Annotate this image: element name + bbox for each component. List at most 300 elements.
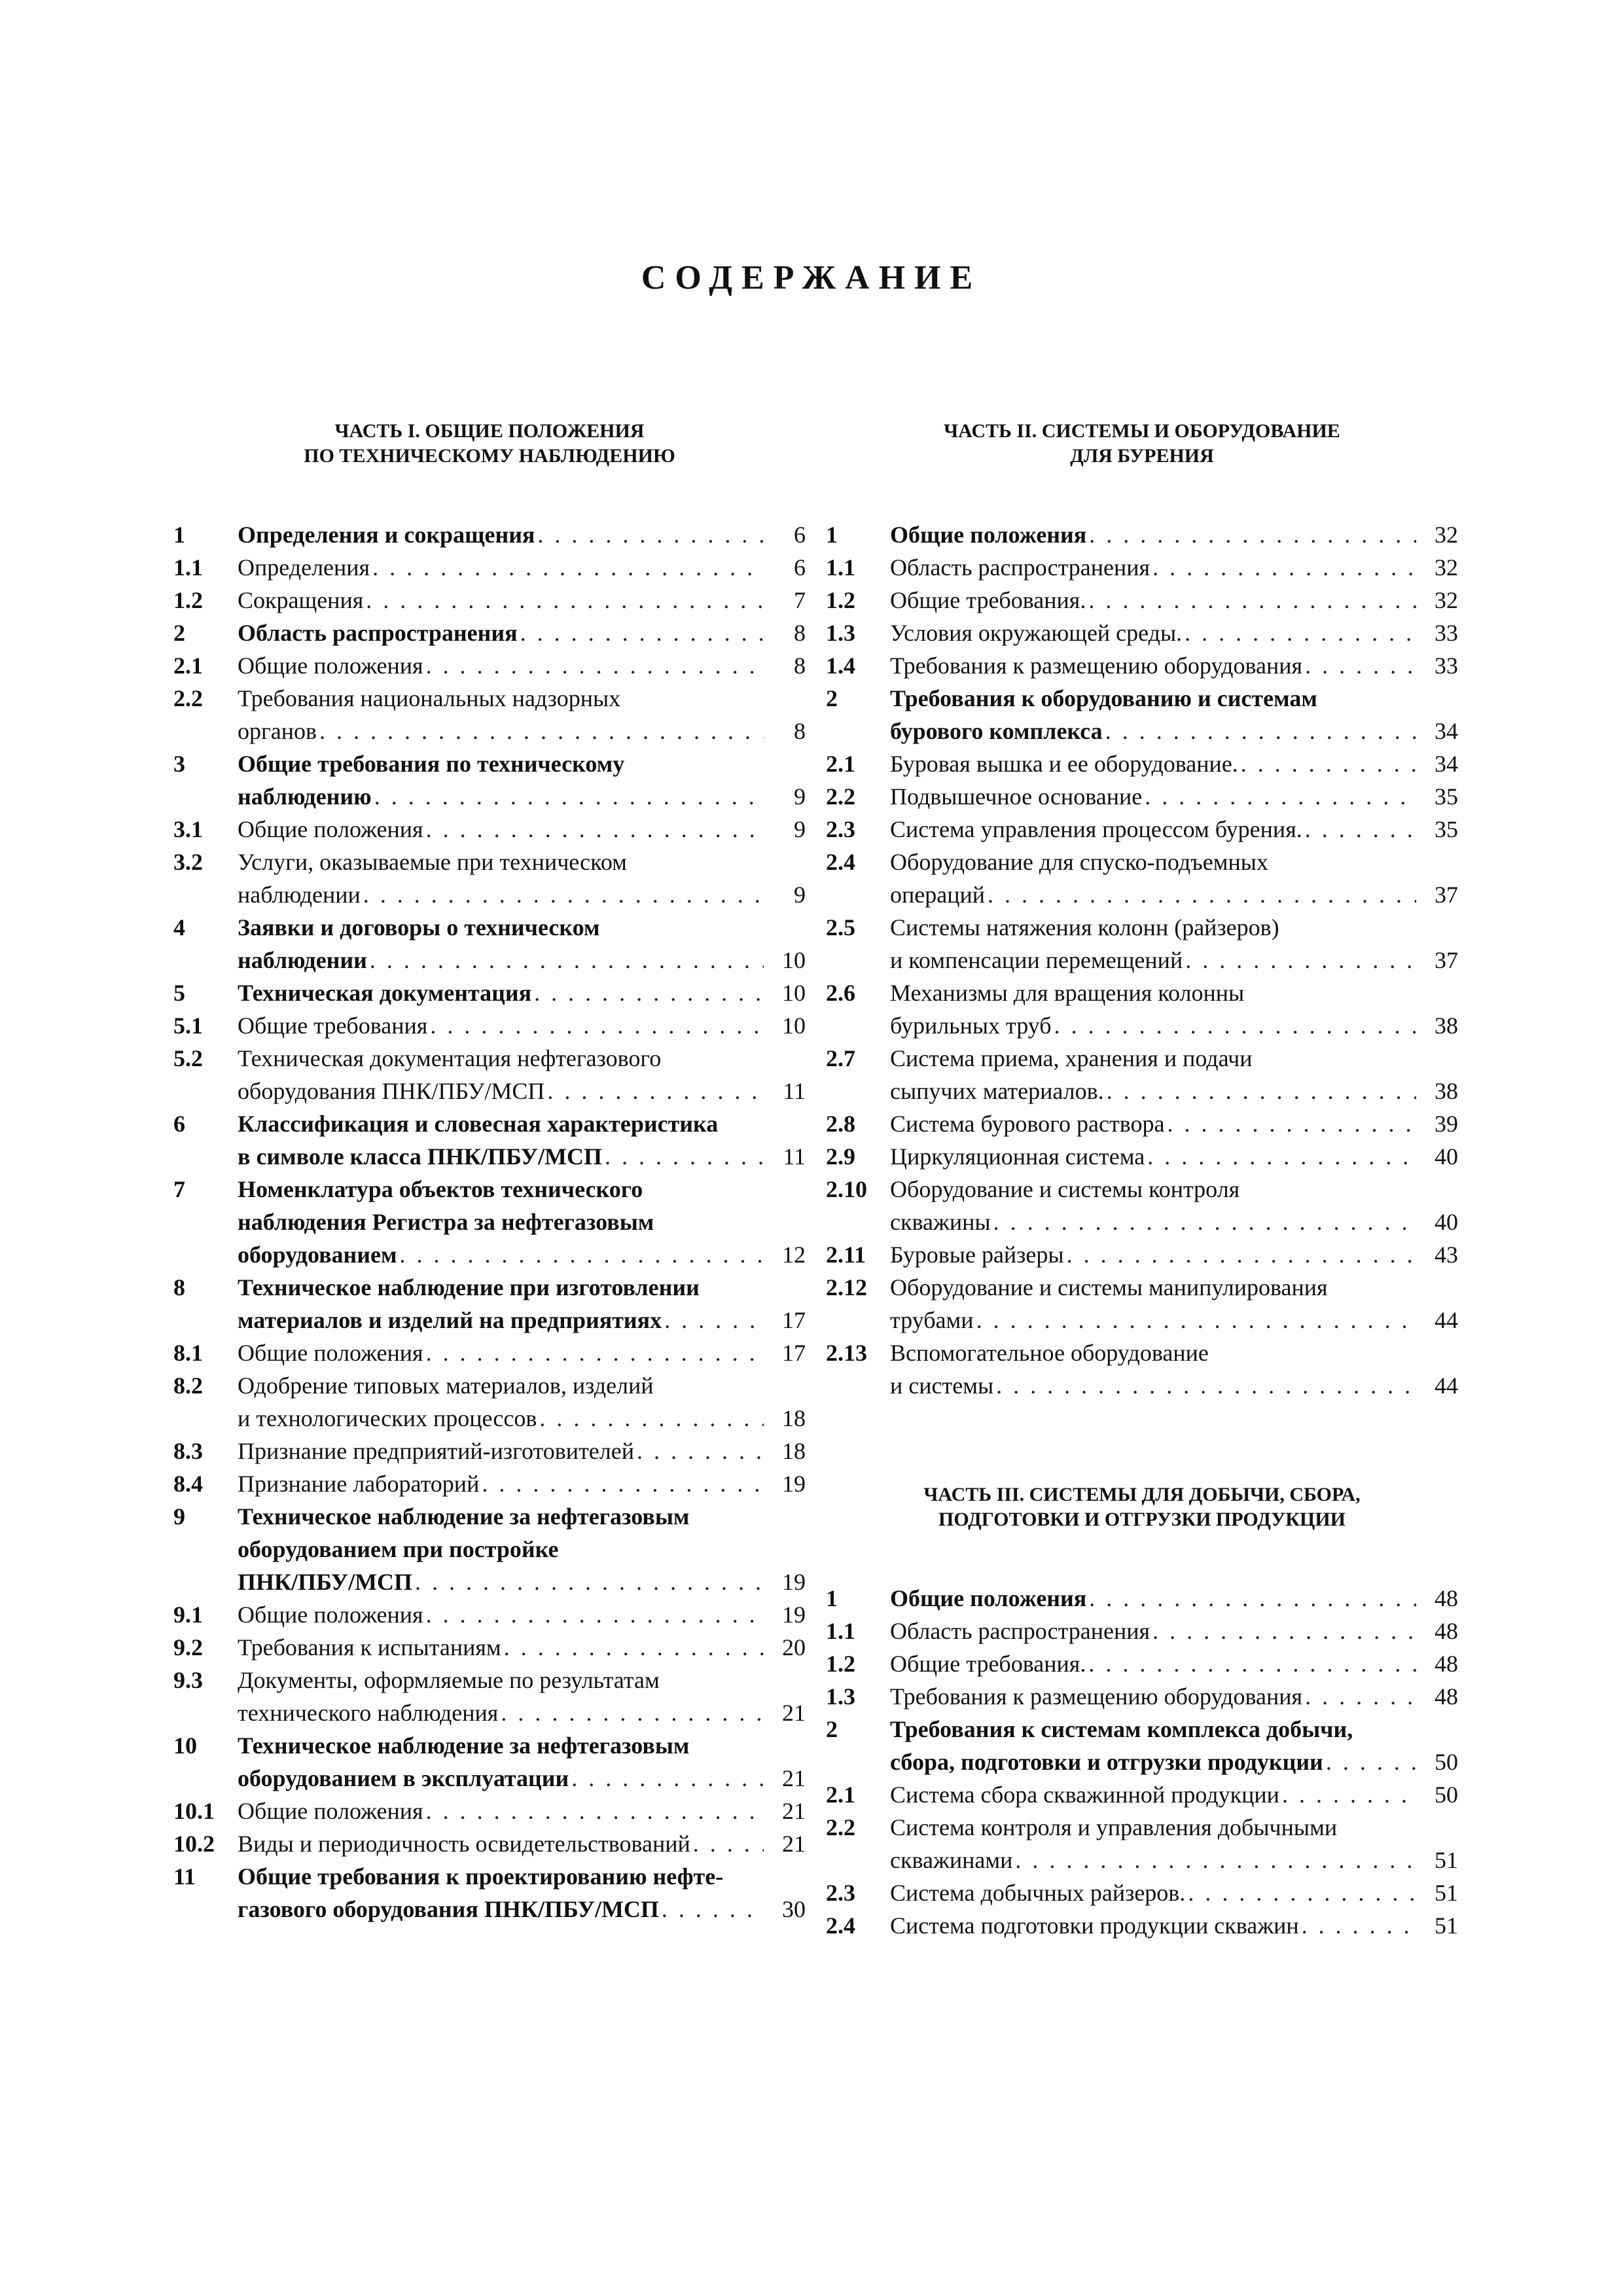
toc-entry-number: 3.2 [173,849,203,875]
toc-entry-line [238,1533,806,1566]
toc-entry-line [238,1696,806,1729]
toc-entry-page: 18 [782,1438,806,1464]
toc-entry-page: 17 [782,1307,806,1333]
toc-entry-title: Оборудование для спуско-подъемных [890,849,1268,875]
toc-entry-line [238,1598,806,1631]
toc-entry-number: 1.4 [826,653,855,679]
dot-leader [1086,584,1416,617]
toc-entry-body [238,1271,806,1336]
toc-entry-body [238,1042,806,1107]
toc-entry-line [238,649,806,682]
toc-entry [173,977,806,1009]
toc-entry-title: оборудованием в эксплуатации [238,1765,569,1791]
toc-entry-number: 2.3 [826,1880,855,1906]
toc-entry-line [238,1402,806,1435]
toc-entry-title: оборудования ПНК/ПБУ/МСП [238,1078,545,1104]
toc-entry-number: 2 [173,620,185,646]
dot-leader [361,878,764,911]
toc-entry-title: Определения и сокращения [238,522,535,548]
toc-entry-number: 4 [173,914,185,941]
toc-entry [826,617,1458,649]
toc-entry-body [890,649,1458,682]
toc-entry [826,1811,1458,1876]
dot-leader [423,1598,764,1631]
toc-entry-body [890,682,1458,747]
toc-entry-body [890,1173,1458,1238]
toc-entry-page: 33 [1435,620,1458,646]
toc-entry-line [890,1107,1458,1140]
toc-entry [826,1140,1458,1173]
toc-entry-title: Общие требования. [890,1651,1086,1677]
toc-entry-line [238,1762,806,1795]
toc-entry-body [238,1598,806,1631]
toc-entry-body [890,1582,1458,1615]
toc-entry-page: 20 [782,1634,806,1660]
toc-entry-line [238,846,806,878]
toc-entry-title: скважинами [890,1847,1013,1873]
dot-leader [993,1369,1416,1402]
toc-entry [826,1582,1458,1615]
toc-entry-line [238,747,806,780]
dot-leader [1086,518,1416,551]
toc-entry-title: Классификация и словесная характеристика [238,1111,719,1137]
toc-entry-title: Подвышечное основание [890,783,1143,810]
toc-entry-number: 9.3 [173,1667,203,1693]
toc-entry-number: 3 [173,751,185,777]
dot-leader [501,1631,764,1664]
toc-entry-title: Заявки и договоры о техническом [238,914,600,941]
toc-entry-title: Общие требования. [890,587,1086,613]
toc-entry-number: 9.2 [173,1634,203,1660]
toc-entry-line [238,1140,806,1173]
toc-entry-line [238,1664,806,1696]
toc-entry-number: 2.7 [826,1045,855,1071]
toc-entry-line [890,1582,1458,1615]
toc-entry-line [890,1746,1458,1778]
toc-entry-line [238,1304,806,1336]
toc-entry-title: технического наблюдения [238,1700,499,1726]
toc-entry-title: Общие положения [238,653,423,679]
toc-entry-title: Буровая вышка и ее оборудование. [890,751,1238,777]
toc-entry-line [238,1271,806,1304]
dot-leader [662,1304,764,1336]
toc-entry-line [890,584,1458,617]
part-1-heading-line: ПО ТЕХНИЧЕСКОМУ НАБЛЮДЕНИЮ [304,445,675,467]
toc-entry-number: 2.4 [826,849,855,875]
dot-leader [423,813,764,846]
toc-entry-line [890,1042,1458,1075]
toc-entry-number: 2.4 [826,1912,855,1939]
toc-entry-title: органов [238,718,317,744]
toc-entry-title: Системы натяжения колонн (райзеров) [890,914,1279,941]
toc-entry-number: 5.2 [173,1045,203,1071]
toc-entry-line [238,682,806,715]
toc-entry-body [890,911,1458,977]
dot-leader [427,1009,764,1042]
toc-entry-number: 8.3 [173,1438,203,1464]
toc-entry-number: 8.4 [173,1471,203,1497]
toc-entry-title: наблюдении [238,882,361,908]
toc-entry [826,1042,1458,1107]
toc-entry-number: 2.13 [826,1340,867,1366]
toc-entry-title: Система приема, хранения и подачи [890,1045,1253,1071]
toc-entry-line [238,1369,806,1402]
toc-entry-body [238,1369,806,1435]
toc-entry-title: сыпучих материалов. [890,1078,1104,1104]
toc-entry [826,1909,1458,1942]
toc-entry [173,1042,806,1107]
toc-entry-line [238,518,806,551]
toc-entry [173,911,806,977]
toc-entry-line [890,1876,1458,1909]
toc-entry [173,1369,806,1435]
toc-entry-body [890,1271,1458,1336]
toc-entry-line [890,780,1458,813]
toc-entry-page: 35 [1435,816,1458,842]
toc-entry-number: 2.2 [826,783,855,810]
toc-entry-line [238,551,806,584]
toc-entry-title: Вспомогательное оборудование [890,1340,1209,1366]
toc-entry-title: Циркуляционная система [890,1143,1145,1170]
part-3-heading-line: ПОДГОТОВКИ И ОТГРУЗКИ ПРОДУКЦИИ [938,1509,1346,1530]
toc-entry-page: 21 [782,1798,806,1824]
toc-entry-number: 10.1 [173,1798,215,1824]
toc-entry-body [890,813,1458,846]
toc-entry-line [890,1811,1458,1844]
toc-entry-line [890,1369,1458,1402]
toc-entry-body [238,1827,806,1860]
toc-entry-number: 10.2 [173,1831,215,1857]
dot-leader [1185,1876,1416,1909]
toc-entry-page: 48 [1435,1618,1458,1644]
toc-entry-line [890,682,1458,715]
dot-leader [1086,1647,1416,1680]
toc-entry-body [238,1795,806,1827]
toc-entry-title: Система управления процессом бурения. [890,816,1302,842]
toc-entry-body [890,584,1458,617]
toc-entry-line [238,780,806,813]
toc-entry [173,846,806,911]
toc-entry-page: 21 [782,1831,806,1857]
toc-entry-line [238,1107,806,1140]
toc-entry-body [890,518,1458,551]
toc-entry-page: 10 [782,1013,806,1039]
toc-entry-body [238,747,806,813]
toc-entry-page: 12 [782,1242,806,1268]
toc-entry-number: 2.10 [826,1176,867,1202]
toc-entry-page: 32 [1435,587,1458,613]
toc-entry [173,813,806,846]
toc-entry-number: 2.12 [826,1274,867,1300]
toc-entry-title: Документы, оформляемые по результатам [238,1667,660,1693]
toc-entry-number: 2.1 [173,653,203,679]
toc-entry-line [238,813,806,846]
toc-entry [173,649,806,682]
toc-entry-number: 9.1 [173,1602,203,1628]
toc-entry-body [890,1336,1458,1402]
toc-entry-page: 19 [782,1471,806,1497]
toc-entry-line [890,944,1458,977]
toc-entry-line [890,813,1458,846]
toc-entry-title: Сокращения [238,587,364,613]
toc-entry-body [238,1173,806,1271]
dot-leader [985,878,1416,911]
part-3-column [826,1482,1458,1942]
toc-entry-body [238,846,806,911]
part-1-heading [173,419,806,469]
toc-entry-body [890,1647,1458,1680]
toc-entry-title: и компенсации перемещений [890,947,1183,973]
toc-entry-title: Требования к системам комплекса добычи, [890,1716,1353,1742]
toc-entry-line [890,1304,1458,1336]
part-1-heading-line: ЧАСТЬ I. ОБЩИЕ ПОЛОЖЕНИЯ [334,420,645,442]
toc-entry-number: 8.1 [173,1340,203,1366]
dot-leader [367,944,764,977]
toc-entry-title: Техническое наблюдение за нефтегазовым [238,1732,690,1759]
dot-leader [423,1336,764,1369]
toc-entry [826,846,1458,911]
toc-entry-body [238,649,806,682]
toc-entry-title: Требования к размещению оборудования [890,653,1303,679]
toc-entry-line [890,1615,1458,1647]
toc-entry-line [890,1173,1458,1206]
toc-entry-line [890,1713,1458,1746]
toc-entry-title: Система бурового раствора [890,1111,1165,1137]
part-3-heading [826,1482,1458,1532]
toc-entry-line [890,518,1458,551]
toc-entry-title: Система контроля и управления добычными [890,1814,1338,1840]
toc-entry [826,911,1458,977]
toc-entry-line [890,1238,1458,1271]
toc-entry-body [238,1664,806,1729]
dot-leader [498,1696,764,1729]
dot-leader [412,1566,764,1598]
toc-entry-page: 50 [1435,1782,1458,1808]
part-2-column [826,419,1458,1402]
toc-entry-number: 1 [826,1585,838,1611]
toc-entry [826,682,1458,747]
toc-entry-body [890,1713,1458,1778]
page-title: СОДЕРЖАНИЕ [641,259,982,296]
toc-entry-title: Техническое наблюдение за нефтегазовым [238,1503,690,1530]
toc-entry-line [238,1435,806,1467]
dot-leader [423,1795,764,1827]
toc-entry-line [238,977,806,1009]
dot-leader [537,1402,764,1435]
dot-leader [370,551,764,584]
dot-leader [317,715,764,747]
toc-entry-title: Техническое наблюдение при изготовлении [238,1274,700,1300]
toc-entry-page: 30 [782,1896,806,1922]
toc-entry-page: 44 [1435,1372,1458,1399]
toc-entry-number: 6 [173,1111,185,1137]
toc-entry-body [238,1009,806,1042]
dot-leader [397,1238,764,1271]
toc-entry-line [238,1206,806,1238]
toc-entry-body [238,977,806,1009]
toc-entry-body [238,813,806,846]
toc-entry [826,1107,1458,1140]
toc-entry-page: 11 [783,1078,806,1104]
toc-entry [173,551,806,584]
toc-entry-page: 11 [783,1143,806,1170]
toc-entry [173,1664,806,1729]
toc-entry-body [890,977,1458,1042]
toc-entry [826,518,1458,551]
part-3-heading-line: ЧАСТЬ III. СИСТЕМЫ ДЛЯ ДОБЫЧИ, СБОРА, [923,1484,1361,1505]
toc-entry-line [238,1336,806,1369]
toc-entry-title: и технологических процессов [238,1405,537,1431]
toc-entry-line [238,1795,806,1827]
dot-leader [423,649,764,682]
toc-entry-title: Буровые райзеры [890,1242,1064,1268]
toc-entry-line [890,551,1458,584]
toc-entry [826,1238,1458,1271]
toc-entry-title: Общие положения [890,522,1087,548]
toc-entry-page: 6 [794,522,806,548]
dot-leader [1302,813,1416,846]
part-2-heading-line: ЧАСТЬ II. СИСТЕМЫ И ОБОРУДОВАНИЕ [944,420,1340,442]
dot-leader [974,1304,1416,1336]
toc-entry-page: 40 [1435,1209,1458,1235]
toc-entry [173,584,806,617]
toc-entry-title: Техническая документация [238,980,532,1006]
dot-leader [544,1075,764,1107]
toc-entry-body [238,1500,806,1598]
toc-entry-number: 1.1 [826,1618,855,1644]
toc-entry [826,584,1458,617]
toc-entry [826,1778,1458,1811]
toc-entry [826,1271,1458,1336]
toc-entry-title: Определения [238,554,370,581]
toc-entry-line [890,747,1458,780]
toc-entry-line [890,977,1458,1009]
toc-entry-number: 7 [173,1176,185,1202]
dot-leader [363,584,764,617]
toc-entry-line [238,1729,806,1762]
dot-leader [1104,1075,1416,1107]
toc-entry-page: 19 [782,1569,806,1595]
toc-entry [173,682,806,747]
toc-entry-body [238,1435,806,1467]
toc-entry-body [238,551,806,584]
toc-entry-title: Система сбора скважинной продукции [890,1782,1279,1808]
toc-entry-page: 38 [1435,1078,1458,1104]
toc-entry [173,1631,806,1664]
toc-entry-title: наблюдению [238,783,372,810]
toc-entry-title: Область распространения [238,620,518,646]
toc-entry-body [890,747,1458,780]
toc-entry [173,1107,806,1173]
toc-entry-number: 2.6 [826,980,855,1006]
toc-entry-number: 8.2 [173,1372,203,1399]
toc-entry-number: 3.1 [173,816,203,842]
toc-entry-title: материалов и изделий на предприятиях [238,1307,662,1333]
dot-leader [1103,715,1416,747]
toc-entry-title: Одобрение типовых материалов, изделий [238,1372,654,1399]
toc-entry [173,1336,806,1369]
toc-entry-page: 8 [794,653,806,679]
dot-leader [1150,551,1416,584]
toc-entry [173,1467,806,1500]
toc-entry-number: 1 [826,522,838,548]
toc-entry-title: скважины [890,1209,991,1235]
toc-entry-line [238,944,806,977]
toc-entry-body [890,1811,1458,1876]
toc-entry-number: 2.1 [826,1782,855,1808]
toc-entry-line [238,1042,806,1075]
toc-entry-body [890,1107,1458,1140]
toc-entry-page: 39 [1435,1111,1458,1137]
toc-entry-page: 17 [782,1340,806,1366]
toc-entry-title: Требования к испытаниям [238,1634,501,1660]
toc-entry-body [238,1860,806,1926]
toc-entry-body [890,1042,1458,1107]
dot-leader [602,1140,764,1173]
dot-leader [372,780,764,813]
toc-entry-title: Оборудование и системы манипулирования [890,1274,1328,1300]
toc-entry-page: 40 [1435,1143,1458,1170]
toc-entry-number: 2.9 [826,1143,855,1170]
toc-entry [173,518,806,551]
toc-entry-line [238,584,806,617]
dot-leader [1150,1615,1416,1647]
toc-entry-page: 37 [1435,947,1458,973]
part-1-column [173,419,806,1926]
toc-entry-number: 1.3 [826,1683,855,1710]
toc-entry-line [890,617,1458,649]
toc-entry-page: 48 [1435,1651,1458,1677]
toc-entry-title: Виды и периодичность освидетельствований [238,1831,690,1857]
toc-entry-page: 8 [794,718,806,744]
toc-entry-page: 18 [782,1405,806,1431]
toc-entry [826,1336,1458,1402]
toc-entry-page: 6 [794,554,806,581]
part-2-heading [826,419,1458,469]
toc-entry [173,1009,806,1042]
toc-entry-title: наблюдении [238,947,367,973]
toc-entry-body [890,617,1458,649]
toc-entry-number: 2.1 [826,751,855,777]
toc-entry-body [238,1467,806,1500]
toc-entry-page: 51 [1435,1912,1458,1939]
toc-entry-number: 1.3 [826,620,855,646]
toc-entry-line [890,1336,1458,1369]
toc-entry-line [238,1893,806,1926]
toc-entry-body [890,1778,1458,1811]
toc-entry [173,1729,806,1795]
part-1-toc [173,518,806,1926]
toc-entry-line [238,715,806,747]
dot-leader [690,1827,764,1860]
toc-entry-number: 5.1 [173,1013,203,1039]
toc-entry-title: Система добычных райзеров. [890,1880,1186,1906]
dot-leader [1183,944,1416,977]
toc-entry-body [890,1615,1458,1647]
toc-entry-line [238,1467,806,1500]
toc-entry-body [238,682,806,747]
dot-leader [569,1762,764,1795]
toc-entry-title: Общие требования к проектированию нефте- [238,1863,724,1890]
toc-entry [826,1876,1458,1909]
toc-entry-title: бурильных труб [890,1013,1052,1039]
toc-entry-body [238,584,806,617]
toc-entry-line [238,911,806,944]
toc-entry [173,1795,806,1827]
toc-entry-page: 19 [782,1602,806,1628]
part-3-toc [826,1582,1458,1942]
toc-entry [173,1435,806,1467]
